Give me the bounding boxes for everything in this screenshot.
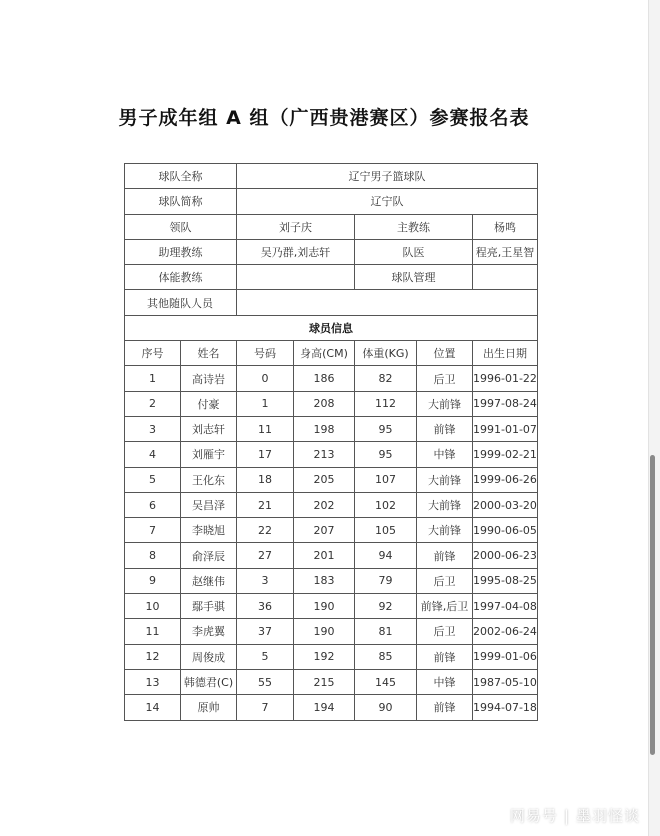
short-name-label: 球队简称 bbox=[125, 189, 237, 214]
player-no: 5 bbox=[125, 467, 181, 492]
column-header-height: 身高(CM) bbox=[294, 341, 355, 366]
player-birthdate: 1999-06-26 bbox=[473, 467, 538, 492]
player-no: 4 bbox=[125, 442, 181, 467]
player-height: 198 bbox=[294, 416, 355, 441]
player-number: 11 bbox=[237, 416, 294, 441]
player-height: 183 bbox=[294, 568, 355, 593]
team-manager-label: 球队管理 bbox=[355, 265, 473, 290]
column-header-no: 序号 bbox=[125, 341, 181, 366]
player-number: 27 bbox=[237, 543, 294, 568]
player-name: 刘雁宇 bbox=[181, 442, 237, 467]
row-leader-coach bbox=[125, 214, 538, 239]
table-row bbox=[125, 391, 538, 416]
player-weight: 82 bbox=[355, 366, 417, 391]
player-birthdate: 2000-06-23 bbox=[473, 543, 538, 568]
player-position: 大前锋 bbox=[417, 518, 473, 543]
player-height: 194 bbox=[294, 695, 355, 720]
player-position: 后卫 bbox=[417, 619, 473, 644]
player-info-heading: 球员信息 bbox=[125, 315, 538, 340]
other-staff-value bbox=[237, 290, 538, 315]
player-birthdate: 2000-03-20 bbox=[473, 492, 538, 517]
player-no: 11 bbox=[125, 619, 181, 644]
player-no: 1 bbox=[125, 366, 181, 391]
player-birthdate: 1990-06-05 bbox=[473, 518, 538, 543]
table-row bbox=[125, 594, 538, 619]
player-no: 12 bbox=[125, 644, 181, 669]
assistant-coach-label: 助理教练 bbox=[125, 239, 237, 264]
player-birthdate: 1991-01-07 bbox=[473, 416, 538, 441]
player-weight: 102 bbox=[355, 492, 417, 517]
player-no: 14 bbox=[125, 695, 181, 720]
table-row bbox=[125, 619, 538, 644]
player-no: 10 bbox=[125, 594, 181, 619]
player-number: 36 bbox=[237, 594, 294, 619]
full-name-label: 球队全称 bbox=[125, 164, 237, 189]
player-weight: 112 bbox=[355, 391, 417, 416]
player-position: 大前锋 bbox=[417, 467, 473, 492]
row-other-staff bbox=[125, 290, 538, 315]
player-weight: 85 bbox=[355, 644, 417, 669]
player-name: 周俊成 bbox=[181, 644, 237, 669]
player-name: 刘志轩 bbox=[181, 416, 237, 441]
table-row bbox=[125, 442, 538, 467]
player-number: 37 bbox=[237, 619, 294, 644]
registration-table bbox=[124, 163, 538, 721]
table-row bbox=[125, 518, 538, 543]
player-weight: 95 bbox=[355, 442, 417, 467]
player-weight: 79 bbox=[355, 568, 417, 593]
player-number: 18 bbox=[237, 467, 294, 492]
fitness-coach-value bbox=[237, 265, 355, 290]
player-weight: 90 bbox=[355, 695, 417, 720]
player-position: 后卫 bbox=[417, 366, 473, 391]
leader-label: 领队 bbox=[125, 214, 237, 239]
column-header-number: 号码 bbox=[237, 341, 294, 366]
platform-name: 网易号 bbox=[509, 807, 558, 825]
doctor-label: 队医 bbox=[355, 239, 473, 264]
doctor-value: 程亮,王星智 bbox=[473, 239, 538, 264]
player-height: 201 bbox=[294, 543, 355, 568]
player-height: 208 bbox=[294, 391, 355, 416]
player-name: 俞泽辰 bbox=[181, 543, 237, 568]
player-column-headers bbox=[125, 341, 538, 366]
full-name-value: 辽宁男子篮球队 bbox=[237, 164, 538, 189]
player-position: 前锋 bbox=[417, 695, 473, 720]
player-no: 7 bbox=[125, 518, 181, 543]
player-name: 付豪 bbox=[181, 391, 237, 416]
player-number: 22 bbox=[237, 518, 294, 543]
table-row bbox=[125, 543, 538, 568]
player-height: 215 bbox=[294, 669, 355, 694]
player-name: 韩德君(C) bbox=[181, 669, 237, 694]
other-staff-label: 其他随队人员 bbox=[125, 290, 237, 315]
player-position: 大前锋 bbox=[417, 492, 473, 517]
footer-separator: | bbox=[563, 807, 570, 825]
player-weight: 95 bbox=[355, 416, 417, 441]
leader-value: 刘子庆 bbox=[237, 214, 355, 239]
player-position: 中锋 bbox=[417, 669, 473, 694]
player-birthdate: 1997-04-08 bbox=[473, 594, 538, 619]
short-name-value: 辽宁队 bbox=[237, 189, 538, 214]
player-no: 3 bbox=[125, 416, 181, 441]
player-height: 213 bbox=[294, 442, 355, 467]
row-full-name bbox=[125, 164, 538, 189]
player-weight: 92 bbox=[355, 594, 417, 619]
player-birthdate: 1987-05-10 bbox=[473, 669, 538, 694]
player-name: 李晓旭 bbox=[181, 518, 237, 543]
player-weight: 105 bbox=[355, 518, 417, 543]
table-row bbox=[125, 467, 538, 492]
player-birthdate: 1995-08-25 bbox=[473, 568, 538, 593]
player-birthdate: 1997-08-24 bbox=[473, 391, 538, 416]
player-number: 5 bbox=[237, 644, 294, 669]
table-row bbox=[125, 644, 538, 669]
player-height: 190 bbox=[294, 619, 355, 644]
table-row bbox=[125, 669, 538, 694]
head-coach-label: 主教练 bbox=[355, 214, 473, 239]
head-coach-value: 杨鸣 bbox=[473, 214, 538, 239]
player-height: 186 bbox=[294, 366, 355, 391]
row-fitness-manager bbox=[125, 265, 538, 290]
player-name: 赵继伟 bbox=[181, 568, 237, 593]
fitness-coach-label: 体能教练 bbox=[125, 265, 237, 290]
table-row bbox=[125, 568, 538, 593]
player-weight: 94 bbox=[355, 543, 417, 568]
player-height: 207 bbox=[294, 518, 355, 543]
player-height: 192 bbox=[294, 644, 355, 669]
watermark bbox=[510, 805, 640, 826]
player-height: 202 bbox=[294, 492, 355, 517]
table-row bbox=[125, 695, 538, 720]
player-number: 0 bbox=[237, 366, 294, 391]
player-position: 前锋,后卫 bbox=[417, 594, 473, 619]
table-row bbox=[125, 416, 538, 441]
row-short-name bbox=[125, 189, 538, 214]
player-number: 17 bbox=[237, 442, 294, 467]
row-assistant-doctor bbox=[125, 239, 538, 264]
player-birthdate: 1994-07-18 bbox=[473, 695, 538, 720]
column-header-name: 姓名 bbox=[181, 341, 237, 366]
player-position: 中锋 bbox=[417, 442, 473, 467]
player-position: 大前锋 bbox=[417, 391, 473, 416]
column-header-birthdate: 出生日期 bbox=[473, 341, 538, 366]
player-no: 6 bbox=[125, 492, 181, 517]
assistant-coach-value: 吴乃群,刘志轩 bbox=[237, 239, 355, 264]
player-position: 前锋 bbox=[417, 416, 473, 441]
player-position: 前锋 bbox=[417, 543, 473, 568]
player-no: 13 bbox=[125, 669, 181, 694]
player-birthdate: 2002-06-24 bbox=[473, 619, 538, 644]
player-position: 后卫 bbox=[417, 568, 473, 593]
player-no: 9 bbox=[125, 568, 181, 593]
page-title: 男子成年组 A 组（广西贵港赛区）参赛报名表 bbox=[118, 107, 530, 129]
player-name: 原帅 bbox=[181, 695, 237, 720]
player-height: 190 bbox=[294, 594, 355, 619]
player-name: 李虎翼 bbox=[181, 619, 237, 644]
author-name: 墨羽怪谈 bbox=[575, 807, 640, 825]
player-weight: 145 bbox=[355, 669, 417, 694]
player-name: 高诗岩 bbox=[181, 366, 237, 391]
row-section-header bbox=[125, 315, 538, 340]
table-row bbox=[125, 492, 538, 517]
player-name: 吴昌泽 bbox=[181, 492, 237, 517]
player-no: 8 bbox=[125, 543, 181, 568]
player-position: 前锋 bbox=[417, 644, 473, 669]
team-manager-value bbox=[473, 265, 538, 290]
player-number: 3 bbox=[237, 568, 294, 593]
player-name: 王化东 bbox=[181, 467, 237, 492]
player-height: 205 bbox=[294, 467, 355, 492]
vertical-scrollbar[interactable] bbox=[650, 455, 655, 755]
player-birthdate: 1996-01-22 bbox=[473, 366, 538, 391]
player-birthdate: 1999-02-21 bbox=[473, 442, 538, 467]
player-number: 7 bbox=[237, 695, 294, 720]
table-row bbox=[125, 366, 538, 391]
player-number: 55 bbox=[237, 669, 294, 694]
column-header-weight: 体重(KG) bbox=[355, 341, 417, 366]
player-weight: 81 bbox=[355, 619, 417, 644]
player-birthdate: 1999-01-06 bbox=[473, 644, 538, 669]
player-no: 2 bbox=[125, 391, 181, 416]
player-weight: 107 bbox=[355, 467, 417, 492]
column-header-position: 位置 bbox=[417, 341, 473, 366]
player-number: 1 bbox=[237, 391, 294, 416]
player-number: 21 bbox=[237, 492, 294, 517]
player-name: 鄢手骐 bbox=[181, 594, 237, 619]
